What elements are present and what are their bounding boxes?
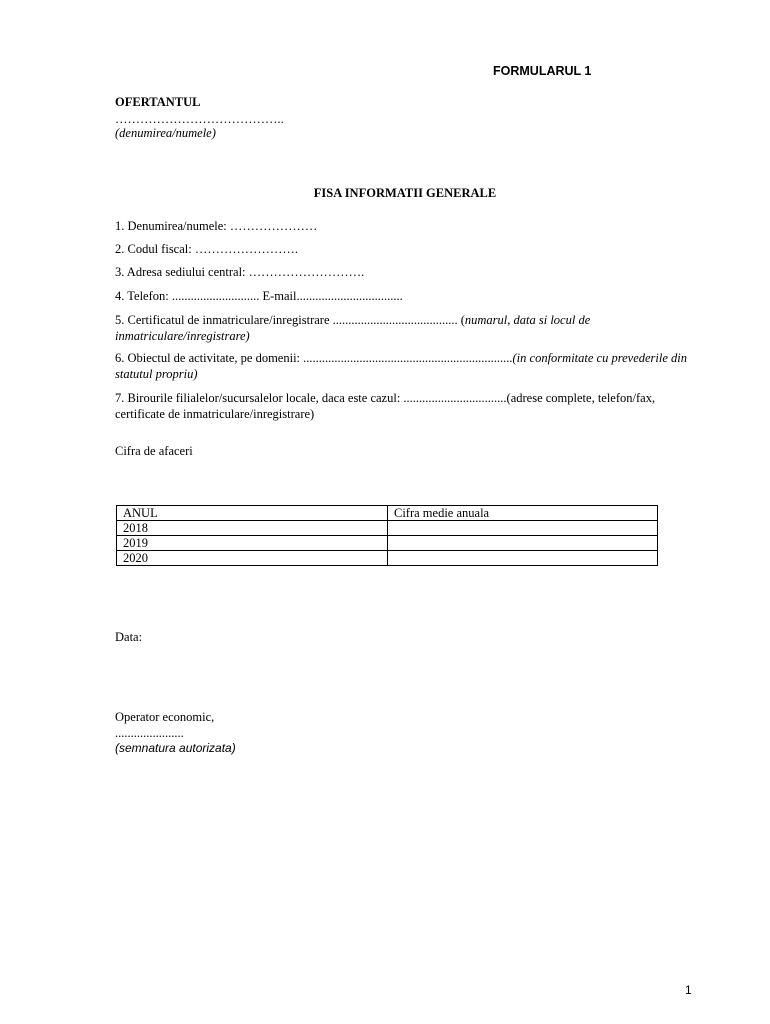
year-cell: 2018 — [117, 521, 388, 536]
table-header-row — [117, 506, 658, 521]
operator-label: Operator economic, — [115, 710, 215, 724]
header-average-turnover: Cifra medie anuala — [388, 506, 658, 521]
date-label: Data: — [115, 630, 143, 644]
certificate-text: 5. Certificatul de inmatriculare/inregistrare ........................................ ( — [115, 313, 465, 327]
table-row — [117, 551, 658, 566]
form-label: FORMULARUL 1 — [493, 64, 592, 78]
field-branches: 7. Birourile filialelor/sucursalelor locale, daca este cazul: .................................(adrese complete, telefon/fax, certificate de inmatriculare/inregistrare) — [115, 391, 656, 421]
field-certificate — [115, 312, 675, 344]
signature-hint: (semnatura autorizata) — [115, 741, 236, 755]
turnover-cell — [388, 551, 658, 566]
bidder-heading: OFERTANTUL — [115, 95, 201, 109]
bidder-name-dots: ………………………………….. — [115, 112, 284, 126]
turnover-table — [116, 505, 658, 566]
activity-text: 6. Obiectul de activitate, pe domenii: ................................................................... — [115, 351, 513, 365]
field-contact: 4. Telefon: ............................ E-mail.................................. — [115, 289, 403, 303]
page-number: 1 — [685, 983, 692, 997]
year-cell: 2020 — [117, 551, 388, 566]
header-year: ANUL — [117, 506, 388, 521]
field-activity — [115, 350, 695, 382]
table-row — [117, 536, 658, 551]
turnover-label: Cifra de afaceri — [115, 444, 193, 458]
year-cell: 2019 — [117, 536, 388, 551]
table-row — [117, 521, 658, 536]
turnover-cell — [388, 521, 658, 536]
certificate-note: numarul, data si locul de inmatriculare/inregistrare) — [115, 313, 591, 343]
signature-dots: ...................... — [115, 726, 184, 740]
field-fiscal-code: 2. Codul fiscal: ……………………. — [115, 242, 298, 256]
field-address: 3. Adresa sediului central: ………………………. — [115, 265, 365, 279]
turnover-cell — [388, 536, 658, 551]
field-name: 1. Denumirea/numele: ………………… — [115, 219, 318, 233]
activity-note: (in conformitate cu prevederile din statutul propriu) — [115, 351, 688, 381]
document-title: FISA INFORMATII GENERALE — [313, 186, 497, 200]
bidder-name-hint: (denumirea/numele) — [115, 126, 216, 140]
